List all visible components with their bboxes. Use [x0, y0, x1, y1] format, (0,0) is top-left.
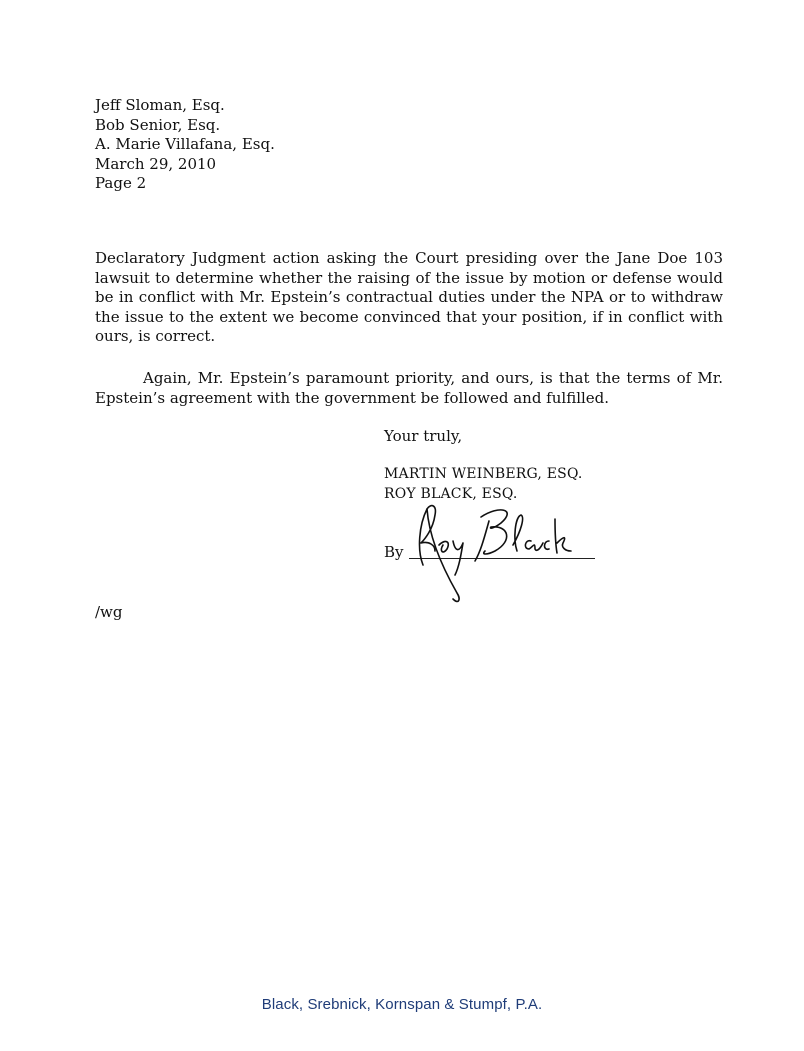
firm-footer: Black, Srebnick, Kornspan & Stumpf, P.A.: [261, 996, 543, 1013]
page-number: Page 2: [95, 174, 147, 192]
body-paragraph-2: Again, Mr. Epstein’s paramount priority, and ours, is that the terms of Mr. Epstein’s agreement with the government be followed and fulfilled.: [95, 369, 723, 407]
signatory-name-1: MARTIN WEINBERG, ESQ.: [384, 466, 583, 482]
by-label: By: [384, 543, 404, 561]
closing-salutation: Your truly,: [384, 427, 463, 445]
recipient-line-3: A. Marie Villafana, Esq.: [95, 135, 275, 153]
signatory-name-2: ROY BLACK, ESQ.: [384, 485, 518, 502]
letter-header: [95, 96, 275, 194]
typist-initials: /wg: [95, 603, 123, 621]
letter-date: March 29, 2010: [95, 154, 217, 173]
recipient-line-2: Bob Senior, Esq.: [95, 115, 221, 134]
body-paragraph-1: Declaratory Judgment action asking the Court presiding over the Jane Doe 103 lawsuit to determine whether the raising of the issue by motion or defense would be in conflict with Mr. Epstein’s contractual duties under the NPA or to withdraw the issue to the extent we become convinced that your position, if in conflict with ours, is correct.: [95, 249, 723, 345]
handwritten-signature: [405, 495, 580, 605]
recipient-line-1: Jeff Sloman, Esq.: [95, 96, 225, 114]
